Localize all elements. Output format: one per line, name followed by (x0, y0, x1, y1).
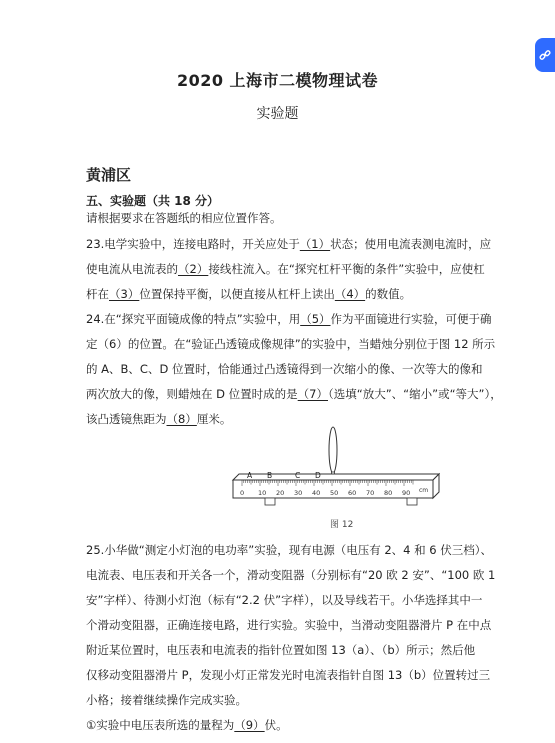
q25-line: 电流表、电压表和开关各一个，滑动变阻器（分别标有“20 欧 2 安”、“100 欧 1 (86, 568, 496, 582)
q23-line (86, 232, 491, 257)
text: 使电流从电流表的 (86, 262, 178, 276)
point-label-b: B (267, 471, 273, 480)
text: 两次放大的像，则蜡烛在 D 位置时成的是 (86, 387, 298, 401)
text: 24.在“探究平面镜成像的特点”实验中，用 (86, 312, 301, 326)
q23-line (86, 282, 411, 307)
q24-line: 定（6）的位置。在“验证凸透镜成像规律”的实验中，当蜡烛分别位于图 12 所示 (86, 337, 496, 351)
link-button[interactable] (535, 38, 555, 72)
answer-blank: （1） (299, 237, 331, 251)
q25-line: 25.小华做“测定小灯泡的电功率”实验，现有电源（电压有 2、4 和 6 伏三档）、 (86, 543, 493, 557)
instruction-text: 请根据要求在答题纸的相应位置作答。 (86, 211, 282, 225)
text: （选填“放大”、“缩小”或“等大”）， (328, 387, 502, 401)
text: 的数值。 (365, 287, 412, 301)
scale-label: 0 (240, 489, 245, 497)
answer-blank: （8） (166, 412, 197, 426)
scale-label: 30 (294, 489, 303, 497)
text: 作为平面镜进行实验，可便于确 (330, 312, 492, 326)
point-label-c: C (295, 471, 301, 480)
optical-bench-figure (225, 422, 440, 514)
section-heading: 五、实验题（共 18 分） (86, 194, 220, 208)
text: 伏。 (264, 718, 288, 732)
lens (329, 427, 337, 473)
answer-blank: （7） (297, 387, 328, 401)
q24-line (86, 407, 231, 432)
q25-line (86, 713, 288, 738)
scale-label: 20 (276, 489, 285, 497)
answer-blank: （5） (300, 312, 331, 326)
answer-blank: （2） (178, 262, 209, 276)
text: 位置保持平衡，以便直接从杠杆上读出 (139, 287, 335, 301)
q24-line (86, 307, 492, 332)
text: 杆在 (86, 287, 109, 301)
q24-line: 的 A、B、C、D 位置时，恰能通过凸透镜得到一次缩小的像、一次等大的像和 (86, 362, 483, 376)
point-label-d: D (315, 471, 321, 480)
point-label-a: A (247, 471, 253, 480)
answer-blank: （4） (334, 287, 366, 301)
answer-blank: （9） (234, 718, 265, 732)
unit-label: cm (419, 487, 429, 494)
q25-line: 附近某位置时，电压表和电流表的指针位置如图 13（a）、（b）所示；然后他 (86, 643, 476, 657)
q25-line: 个滑动变阻器，正确连接电路，进行实验。实验中，当滑动变阻器滑片 P 在中点 (86, 618, 492, 632)
bench-foot (265, 498, 275, 505)
text: 接线柱流入。在“探究杠杆平衡的条件”实验中，应使杠 (208, 262, 485, 276)
bench-top (233, 474, 439, 480)
scale-label: 50 (330, 489, 339, 497)
q24-line (86, 382, 502, 407)
scale-label: 70 (366, 489, 375, 497)
text: 厘米。 (196, 412, 232, 426)
figure-caption: 图 12 (330, 520, 354, 530)
q25-line: 小格；接着继续操作完成实验。 (86, 693, 247, 707)
page-subtitle: 实验题 (256, 106, 299, 122)
text: 该凸透镜焦距为 (86, 412, 167, 426)
district-heading: 黄浦区 (86, 166, 132, 184)
scale-label: 40 (312, 489, 321, 497)
q25-line: 安”字样）、待测小灯泡（标有“2.2 伏”字样），以及导线若干。小华选择其中一 (86, 593, 483, 607)
text: 状态；使用电流表测电流时，应 (330, 237, 492, 251)
link-icon (539, 49, 551, 61)
page-title: 2020 上海市二模物理试卷 (176, 71, 379, 90)
scale-label: 10 (258, 489, 267, 497)
text: ①实验中电压表所选的量程为 (86, 718, 235, 732)
text: 23.电学实验中，连接电路时，开关应处于 (86, 237, 300, 251)
scale-label: 60 (348, 489, 357, 497)
bench-foot (407, 498, 417, 505)
q23-line (86, 257, 485, 282)
q25-line: 仅移动变阻器滑片 P，发现小灯正常发光时电流表指针自图 13（b）位置转过三 (86, 668, 491, 682)
answer-blank: （3） (109, 287, 140, 301)
scale-label: 90 (402, 489, 411, 497)
scale-label: 80 (384, 489, 393, 497)
